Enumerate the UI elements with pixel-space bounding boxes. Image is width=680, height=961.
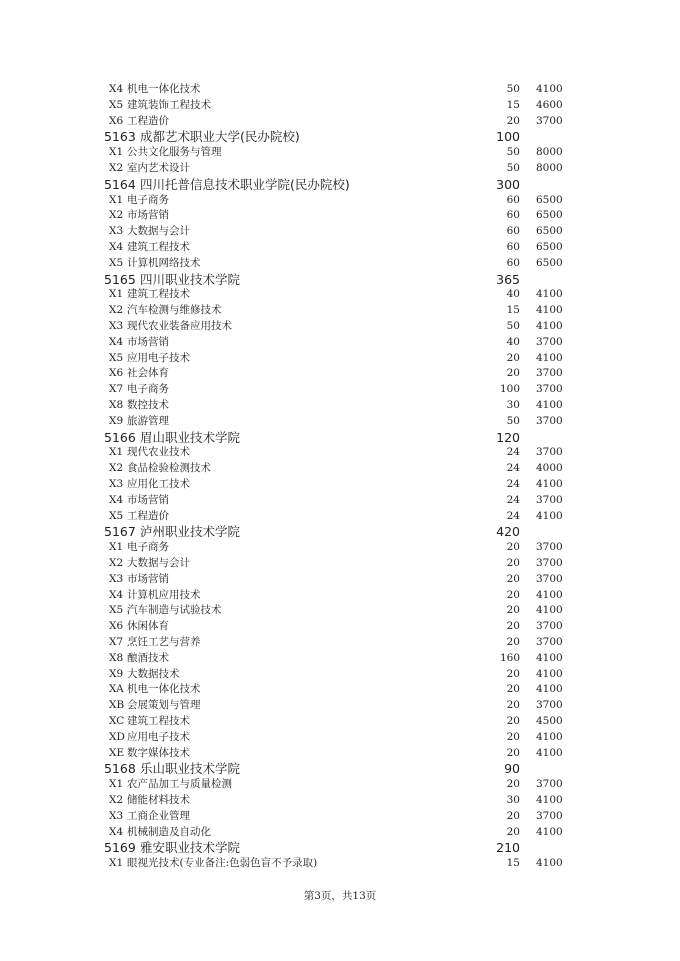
program-row	[0, 114, 680, 130]
program-code: X2	[109, 304, 124, 317]
plan-quota: 50	[506, 146, 520, 159]
program-row	[0, 224, 680, 240]
program-row	[0, 303, 680, 319]
plan-quota: 100	[499, 383, 520, 396]
program-row	[0, 667, 680, 683]
program-code: X3	[109, 225, 124, 238]
tuition-fee: 8000	[536, 162, 563, 174]
tuition-fee: 4100	[536, 288, 563, 301]
program-code: XD	[109, 730, 125, 743]
program-name: 应用化工技术	[127, 478, 190, 490]
plan-quota: 300	[496, 176, 520, 192]
tuition-fee: 3700	[536, 778, 563, 791]
program-name: 电子商务	[127, 541, 169, 554]
program-row	[0, 145, 680, 161]
school-row	[0, 177, 680, 193]
plan-quota: 20	[506, 699, 520, 712]
program-name: 会展策划与管理	[127, 699, 201, 712]
program-name: 公共文化服务与管理	[127, 146, 222, 159]
program-name: 应用电子技术	[127, 351, 190, 364]
program-row	[0, 572, 680, 588]
program-name: 建筑装饰工程技术	[127, 98, 211, 111]
program-row	[0, 161, 680, 177]
plan-quota: 20	[506, 557, 520, 569]
program-code: X4	[109, 241, 124, 253]
plan-quota: 20	[506, 604, 520, 617]
plan-quota: 60	[506, 193, 520, 206]
program-code: X5	[109, 604, 124, 617]
tuition-fee: 4100	[536, 83, 563, 95]
program-row	[0, 777, 680, 793]
program-row	[0, 398, 680, 414]
program-row	[0, 461, 680, 477]
tuition-fee: 4100	[536, 509, 563, 522]
plan-quota: 160	[499, 651, 520, 664]
program-name: 计算机应用技术	[127, 588, 201, 601]
program-code: X5	[109, 98, 124, 111]
program-name: 机电一体化技术	[127, 683, 201, 696]
plan-quota: 50	[506, 414, 520, 427]
school-name: 四川托普信息技术职业学院(民办院校)	[140, 176, 350, 192]
plan-quota: 20	[506, 730, 520, 743]
tuition-fee: 4100	[536, 320, 563, 332]
tuition-fee: 4000	[536, 462, 563, 475]
program-code: X1	[109, 193, 124, 206]
program-row	[0, 366, 680, 382]
tuition-fee: 6500	[536, 225, 563, 238]
plan-quota: 420	[496, 524, 520, 540]
tuition-fee: 4100	[536, 651, 563, 664]
plan-quota: 20	[506, 351, 520, 364]
program-row	[0, 240, 680, 256]
program-row	[0, 98, 680, 114]
program-code: X6	[109, 114, 124, 127]
program-row	[0, 493, 680, 509]
tuition-fee: 3700	[536, 383, 563, 396]
program-code: X6	[109, 620, 124, 633]
tuition-fee: 3700	[536, 335, 563, 348]
program-row	[0, 414, 680, 430]
program-row	[0, 809, 680, 825]
plan-quota: 50	[506, 320, 520, 332]
program-name: 大数据与会计	[127, 557, 190, 569]
program-name: 机械制造及自动化	[127, 825, 211, 838]
program-code: XC	[109, 715, 125, 727]
program-name: 市场营销	[127, 209, 169, 222]
plan-quota: 20	[506, 367, 520, 380]
program-name: 市场营销	[127, 493, 169, 506]
program-row	[0, 82, 680, 98]
program-name: 汽车制造与试验技术	[127, 604, 222, 617]
plan-quota: 15	[506, 857, 520, 870]
program-row	[0, 603, 680, 619]
program-code: X7	[109, 383, 124, 396]
plan-quota: 24	[506, 446, 520, 459]
plan-quota: 20	[506, 809, 520, 822]
program-row	[0, 540, 680, 556]
school-name: 四川职业技术学院	[140, 271, 241, 287]
tuition-fee: 3700	[536, 493, 563, 506]
program-name: 工程造价	[127, 114, 169, 127]
program-row	[0, 682, 680, 698]
tuition-fee: 3700	[536, 541, 563, 554]
tuition-fee: 3700	[536, 557, 563, 569]
plan-quota: 100	[496, 129, 520, 145]
school-code: 5168	[104, 761, 136, 777]
tuition-fee: 4100	[536, 857, 563, 870]
tuition-fee: 6500	[536, 209, 563, 222]
plan-quota: 90	[504, 761, 520, 777]
tuition-fee: 4100	[536, 478, 563, 490]
program-name: 市场营销	[127, 335, 169, 348]
school-name: 眉山职业技术学院	[140, 429, 241, 445]
program-row	[0, 698, 680, 714]
program-code: XA	[109, 683, 124, 696]
program-code: XE	[109, 746, 125, 759]
plan-quota: 20	[506, 778, 520, 791]
program-name: 烹饪工艺与营养	[127, 636, 201, 648]
school-name: 成都艺术职业大学(民办院校)	[140, 129, 300, 145]
program-code: X5	[109, 351, 124, 364]
plan-quota: 15	[506, 98, 520, 111]
program-row	[0, 256, 680, 272]
plan-quota: 20	[506, 825, 520, 838]
program-name: 建筑工程技术	[127, 288, 190, 301]
program-code: X4	[109, 825, 124, 838]
tuition-fee: 4100	[536, 730, 563, 743]
plan-quota: 20	[506, 683, 520, 696]
program-name: 农产品加工与质量检测	[127, 778, 232, 791]
tuition-fee: 3700	[536, 572, 563, 585]
program-name: 计算机网络技术	[127, 256, 201, 269]
tuition-fee: 4100	[536, 399, 563, 411]
program-code: X4	[109, 588, 124, 601]
program-code: X2	[109, 162, 124, 174]
school-name: 乐山职业技术学院	[140, 761, 241, 777]
program-code: X6	[109, 367, 124, 380]
program-code: X4	[109, 335, 124, 348]
program-name: 酿酒技术	[127, 651, 169, 664]
tuition-fee: 4100	[536, 667, 563, 680]
program-row	[0, 651, 680, 667]
school-code: 5166	[104, 429, 136, 445]
school-code: 5165	[104, 271, 136, 287]
program-name: 机电一体化技术	[127, 83, 201, 95]
program-row	[0, 208, 680, 224]
plan-quota: 60	[506, 225, 520, 238]
plan-quota: 60	[506, 256, 520, 269]
program-code: X3	[109, 320, 124, 332]
tuition-fee: 3700	[536, 367, 563, 380]
school-row	[0, 430, 680, 446]
program-code: X1	[109, 778, 124, 791]
program-code: X2	[109, 462, 124, 475]
plan-quota: 20	[506, 541, 520, 554]
tuition-fee: 3700	[536, 446, 563, 459]
program-name: 大数据技术	[127, 667, 180, 680]
page-footer: 第3页，共13页	[303, 890, 377, 902]
tuition-fee: 6500	[536, 256, 563, 269]
program-row	[0, 714, 680, 730]
tuition-fee: 4500	[536, 715, 563, 727]
program-row	[0, 825, 680, 841]
plan-quota: 365	[496, 271, 520, 287]
program-name: 数控技术	[127, 399, 169, 411]
plan-quota: 24	[506, 462, 520, 475]
program-row	[0, 335, 680, 351]
program-name: 现代农业装备应用技术	[127, 320, 232, 332]
program-name: 电子商务	[127, 383, 169, 396]
program-code: X2	[109, 557, 124, 569]
school-name: 雅安职业技术学院	[140, 840, 241, 856]
tuition-fee: 4100	[536, 746, 563, 759]
plan-quota: 24	[506, 493, 520, 506]
program-row	[0, 635, 680, 651]
plan-quota: 20	[506, 636, 520, 648]
tuition-fee: 4100	[536, 825, 563, 838]
tuition-fee: 3700	[536, 414, 563, 427]
plan-quota: 210	[496, 840, 520, 856]
plan-quota: 30	[506, 399, 520, 411]
program-row	[0, 445, 680, 461]
program-name: 食品检验检测技术	[127, 462, 211, 475]
program-code: XB	[109, 699, 125, 712]
school-row	[0, 761, 680, 777]
school-code: 5163	[104, 129, 136, 145]
program-name: 现代农业技术	[127, 446, 190, 459]
plan-quota: 50	[506, 162, 520, 174]
program-code: X1	[109, 541, 124, 554]
tuition-fee: 4100	[536, 304, 563, 317]
program-row	[0, 351, 680, 367]
plan-quota: 120	[496, 429, 520, 445]
program-name: 旅游管理	[127, 414, 169, 427]
program-code: X2	[109, 794, 124, 806]
plan-quota: 20	[506, 572, 520, 585]
program-code: X1	[109, 288, 124, 301]
program-row	[0, 382, 680, 398]
plan-quota: 24	[506, 478, 520, 490]
school-name: 泸州职业技术学院	[140, 524, 241, 540]
program-name: 室内艺术设计	[127, 162, 190, 174]
school-row	[0, 840, 680, 856]
program-row	[0, 477, 680, 493]
school-code: 5169	[104, 840, 136, 856]
tuition-fee: 4100	[536, 588, 563, 601]
plan-quota: 60	[506, 241, 520, 253]
program-name: 电子商务	[127, 193, 169, 206]
program-row	[0, 730, 680, 746]
school-code: 5167	[104, 524, 136, 540]
school-row	[0, 524, 680, 540]
program-name: 休闲体育	[127, 620, 169, 633]
program-code: X2	[109, 209, 124, 222]
tuition-fee: 6500	[536, 193, 563, 206]
tuition-fee: 8000	[536, 146, 563, 159]
plan-quota: 20	[506, 114, 520, 127]
plan-quota: 40	[506, 335, 520, 348]
program-code: X1	[109, 446, 124, 459]
program-row	[0, 556, 680, 572]
tuition-fee: 4100	[536, 351, 563, 364]
program-name: 大数据与会计	[127, 225, 190, 238]
program-name: 建筑工程技术	[127, 715, 190, 727]
program-code: X1	[109, 857, 124, 870]
program-code: X9	[109, 414, 124, 427]
program-name: 工商企业管理	[127, 809, 190, 822]
program-row	[0, 588, 680, 604]
school-row	[0, 129, 680, 145]
program-name: 工程造价	[127, 509, 169, 522]
plan-quota: 15	[506, 304, 520, 317]
program-name: 眼视光技术(专业备注:色弱色盲不予录取)	[127, 857, 318, 870]
program-name: 储能材料技术	[127, 794, 190, 806]
program-code: X3	[109, 572, 124, 585]
program-name: 应用电子技术	[127, 730, 190, 743]
program-code: X8	[109, 399, 124, 411]
school-row	[0, 272, 680, 288]
program-name: 社会体育	[127, 367, 169, 380]
program-name: 建筑工程技术	[127, 241, 190, 253]
tuition-fee: 3700	[536, 699, 563, 712]
program-code: X9	[109, 667, 124, 680]
program-row	[0, 193, 680, 209]
program-code: X3	[109, 809, 124, 822]
program-name: 数字媒体技术	[127, 746, 190, 759]
tuition-fee: 6500	[536, 241, 563, 253]
program-row	[0, 509, 680, 525]
program-name: 市场营销	[127, 572, 169, 585]
tuition-fee: 4100	[536, 794, 563, 806]
plan-quota: 30	[506, 794, 520, 806]
tuition-fee: 4600	[536, 98, 563, 111]
program-code: X3	[109, 478, 124, 490]
program-row	[0, 619, 680, 635]
plan-quota: 40	[506, 288, 520, 301]
plan-quota: 50	[506, 83, 520, 95]
plan-quota: 20	[506, 588, 520, 601]
tuition-fee: 4100	[536, 604, 563, 617]
plan-quota: 20	[506, 715, 520, 727]
plan-quota: 24	[506, 509, 520, 522]
tuition-fee: 3700	[536, 636, 563, 648]
program-row	[0, 856, 680, 872]
plan-quota: 20	[506, 620, 520, 633]
program-code: X7	[109, 636, 124, 648]
plan-quota: 60	[506, 209, 520, 222]
program-row	[0, 319, 680, 335]
tuition-fee: 3700	[536, 809, 563, 822]
program-code: X8	[109, 651, 124, 664]
program-row	[0, 287, 680, 303]
plan-quota: 20	[506, 746, 520, 759]
program-code: X4	[109, 493, 124, 506]
tuition-fee: 3700	[536, 114, 563, 127]
program-code: X1	[109, 146, 124, 159]
program-name: 汽车检测与维修技术	[127, 304, 222, 317]
school-code: 5164	[104, 176, 136, 192]
program-code: X5	[109, 256, 124, 269]
program-code: X5	[109, 509, 124, 522]
program-row	[0, 746, 680, 762]
plan-quota: 20	[506, 667, 520, 680]
program-row	[0, 793, 680, 809]
tuition-fee: 4100	[536, 683, 563, 696]
program-code: X4	[109, 83, 124, 95]
tuition-fee: 3700	[536, 620, 563, 633]
